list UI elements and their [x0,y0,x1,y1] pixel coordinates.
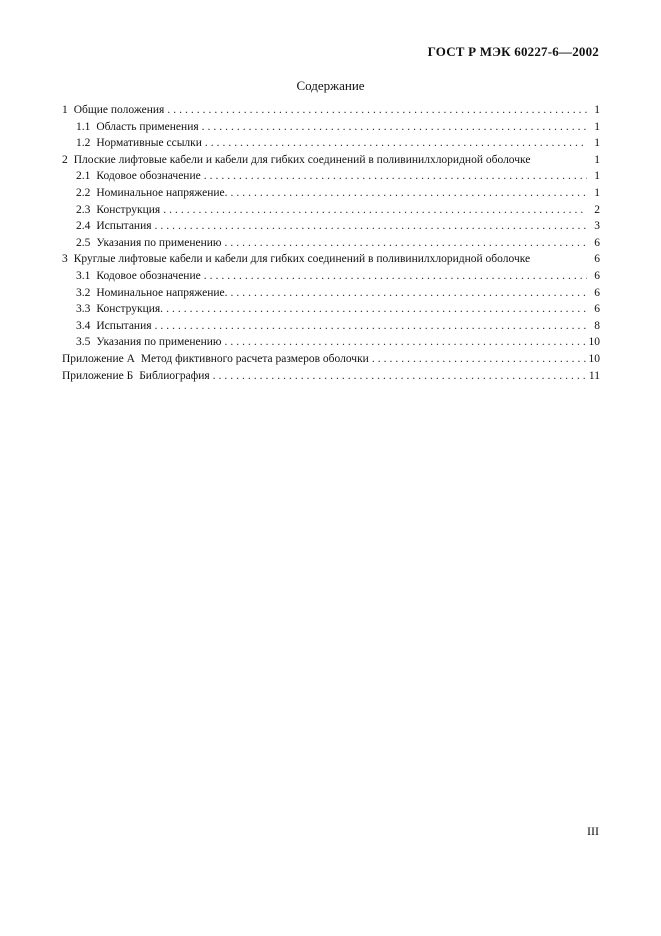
toc-leader-dots [225,235,587,252]
toc-row[interactable] [62,285,600,302]
toc-row[interactable] [62,268,600,285]
toc-label: Испытания [96,319,152,332]
toc-row[interactable] [62,102,600,119]
toc-label: Испытания [96,220,152,233]
toc-number: 1.2 [76,137,91,150]
toc-label: Конструкция [96,203,161,216]
toc-label: Номинальное напряжение. [96,286,228,299]
toc-label: Общие положения [73,104,165,116]
toc-leader-dots [225,334,586,351]
toc-leader-dots [167,102,587,119]
toc-number: 2.2 [76,186,91,199]
toc-row[interactable] [62,202,600,219]
toc-page-number: 6 [594,236,600,249]
toc-row[interactable] [62,351,600,368]
toc-leader-dots [213,368,586,385]
toc-page-number: 1 [594,104,600,116]
toc-number: 1 [62,104,68,116]
page-number-footer: III [587,824,599,838]
toc-page-number: 10 [588,336,600,349]
page-title: Содержание [296,78,365,93]
toc-label: Указания по применению [96,236,222,249]
toc-label: Кодовое обозначение [96,269,201,282]
toc-leader-dots [205,135,587,152]
toc-row[interactable] [62,318,600,335]
toc-page-number: 2 [594,203,600,216]
toc-page-number: 1 [594,153,600,166]
toc-page-number: 10 [588,352,600,365]
toc-page-number: 6 [594,286,600,299]
toc-number: Приложение А [62,352,135,365]
toc-row[interactable] [62,168,600,185]
toc-page-number: 6 [594,303,600,316]
toc-row[interactable] [62,119,600,136]
toc-page-number: 6 [594,253,600,266]
toc-leader-dots [231,185,588,202]
toc-number: 1.1 [76,120,91,133]
toc-label: Метод фиктивного расчета размеров оболочки [140,352,369,365]
toc-number: 2.3 [76,203,91,216]
toc-leader-dots [202,119,587,136]
toc-row[interactable] [62,235,600,252]
toc-number: 3.1 [76,269,91,282]
toc-row[interactable] [62,185,600,202]
toc-number: 3.4 [76,319,91,332]
toc-row[interactable] [62,218,600,235]
toc-page-number: 3 [594,220,600,233]
toc-leader-dots [204,268,587,285]
toc-label: Указания по применению [96,336,222,349]
toc-label: Библиография [139,369,210,382]
toc-label: Нормативные ссылки [96,137,202,150]
toc-number: 2.5 [76,236,91,249]
toc-row[interactable] [62,152,600,169]
toc-label: Номинальное напряжение. [96,186,228,199]
toc-page-number: 1 [594,120,600,133]
toc-row[interactable] [62,135,600,152]
toc-page-number: 11 [588,369,600,382]
toc-page-number: 1 [594,170,600,183]
toc-number: 3.2 [76,286,91,299]
toc-number: 2.4 [76,220,91,233]
toc-page-number: 1 [594,186,600,199]
toc-number: 3.5 [76,336,91,349]
toc-row[interactable] [62,334,600,351]
toc-number: Приложение Б [62,369,134,382]
toc-page-number: 1 [594,137,600,150]
toc-leader-dots [163,202,587,219]
toc-label: Плоские лифтовые кабели и кабели для гибких соединений в поливинилхлоридной оболочке [73,153,531,166]
toc-number: 3.3 [76,303,91,316]
toc-number: 2.1 [76,170,91,183]
toc-leader-dots [155,218,587,235]
document-code-header: ГОСТ Р МЭК 60227-6—2002 [427,44,599,59]
toc-row[interactable] [62,368,600,385]
toc-leader-dots [231,285,588,302]
toc-page-number: 8 [594,319,600,332]
toc-label: Конструкция. [96,303,164,316]
toc-page-number: 6 [594,269,600,282]
toc-number: 2 [62,153,68,166]
toc-label: Круглые лифтовые кабели и кабели для гибких соединений в поливинилхлоридной оболочке [73,253,531,266]
toc-label: Кодовое обозначение [96,170,201,183]
table-of-contents [62,102,600,384]
toc-number: 3 [62,253,68,266]
toc-row[interactable] [62,301,600,318]
toc-leader-dots [166,301,587,318]
toc-leader-dots [204,168,587,185]
toc-leader-dots [372,351,586,368]
toc-row[interactable] [62,251,600,268]
toc-leader-dots [155,318,587,335]
toc-label: Область применения [96,120,199,133]
